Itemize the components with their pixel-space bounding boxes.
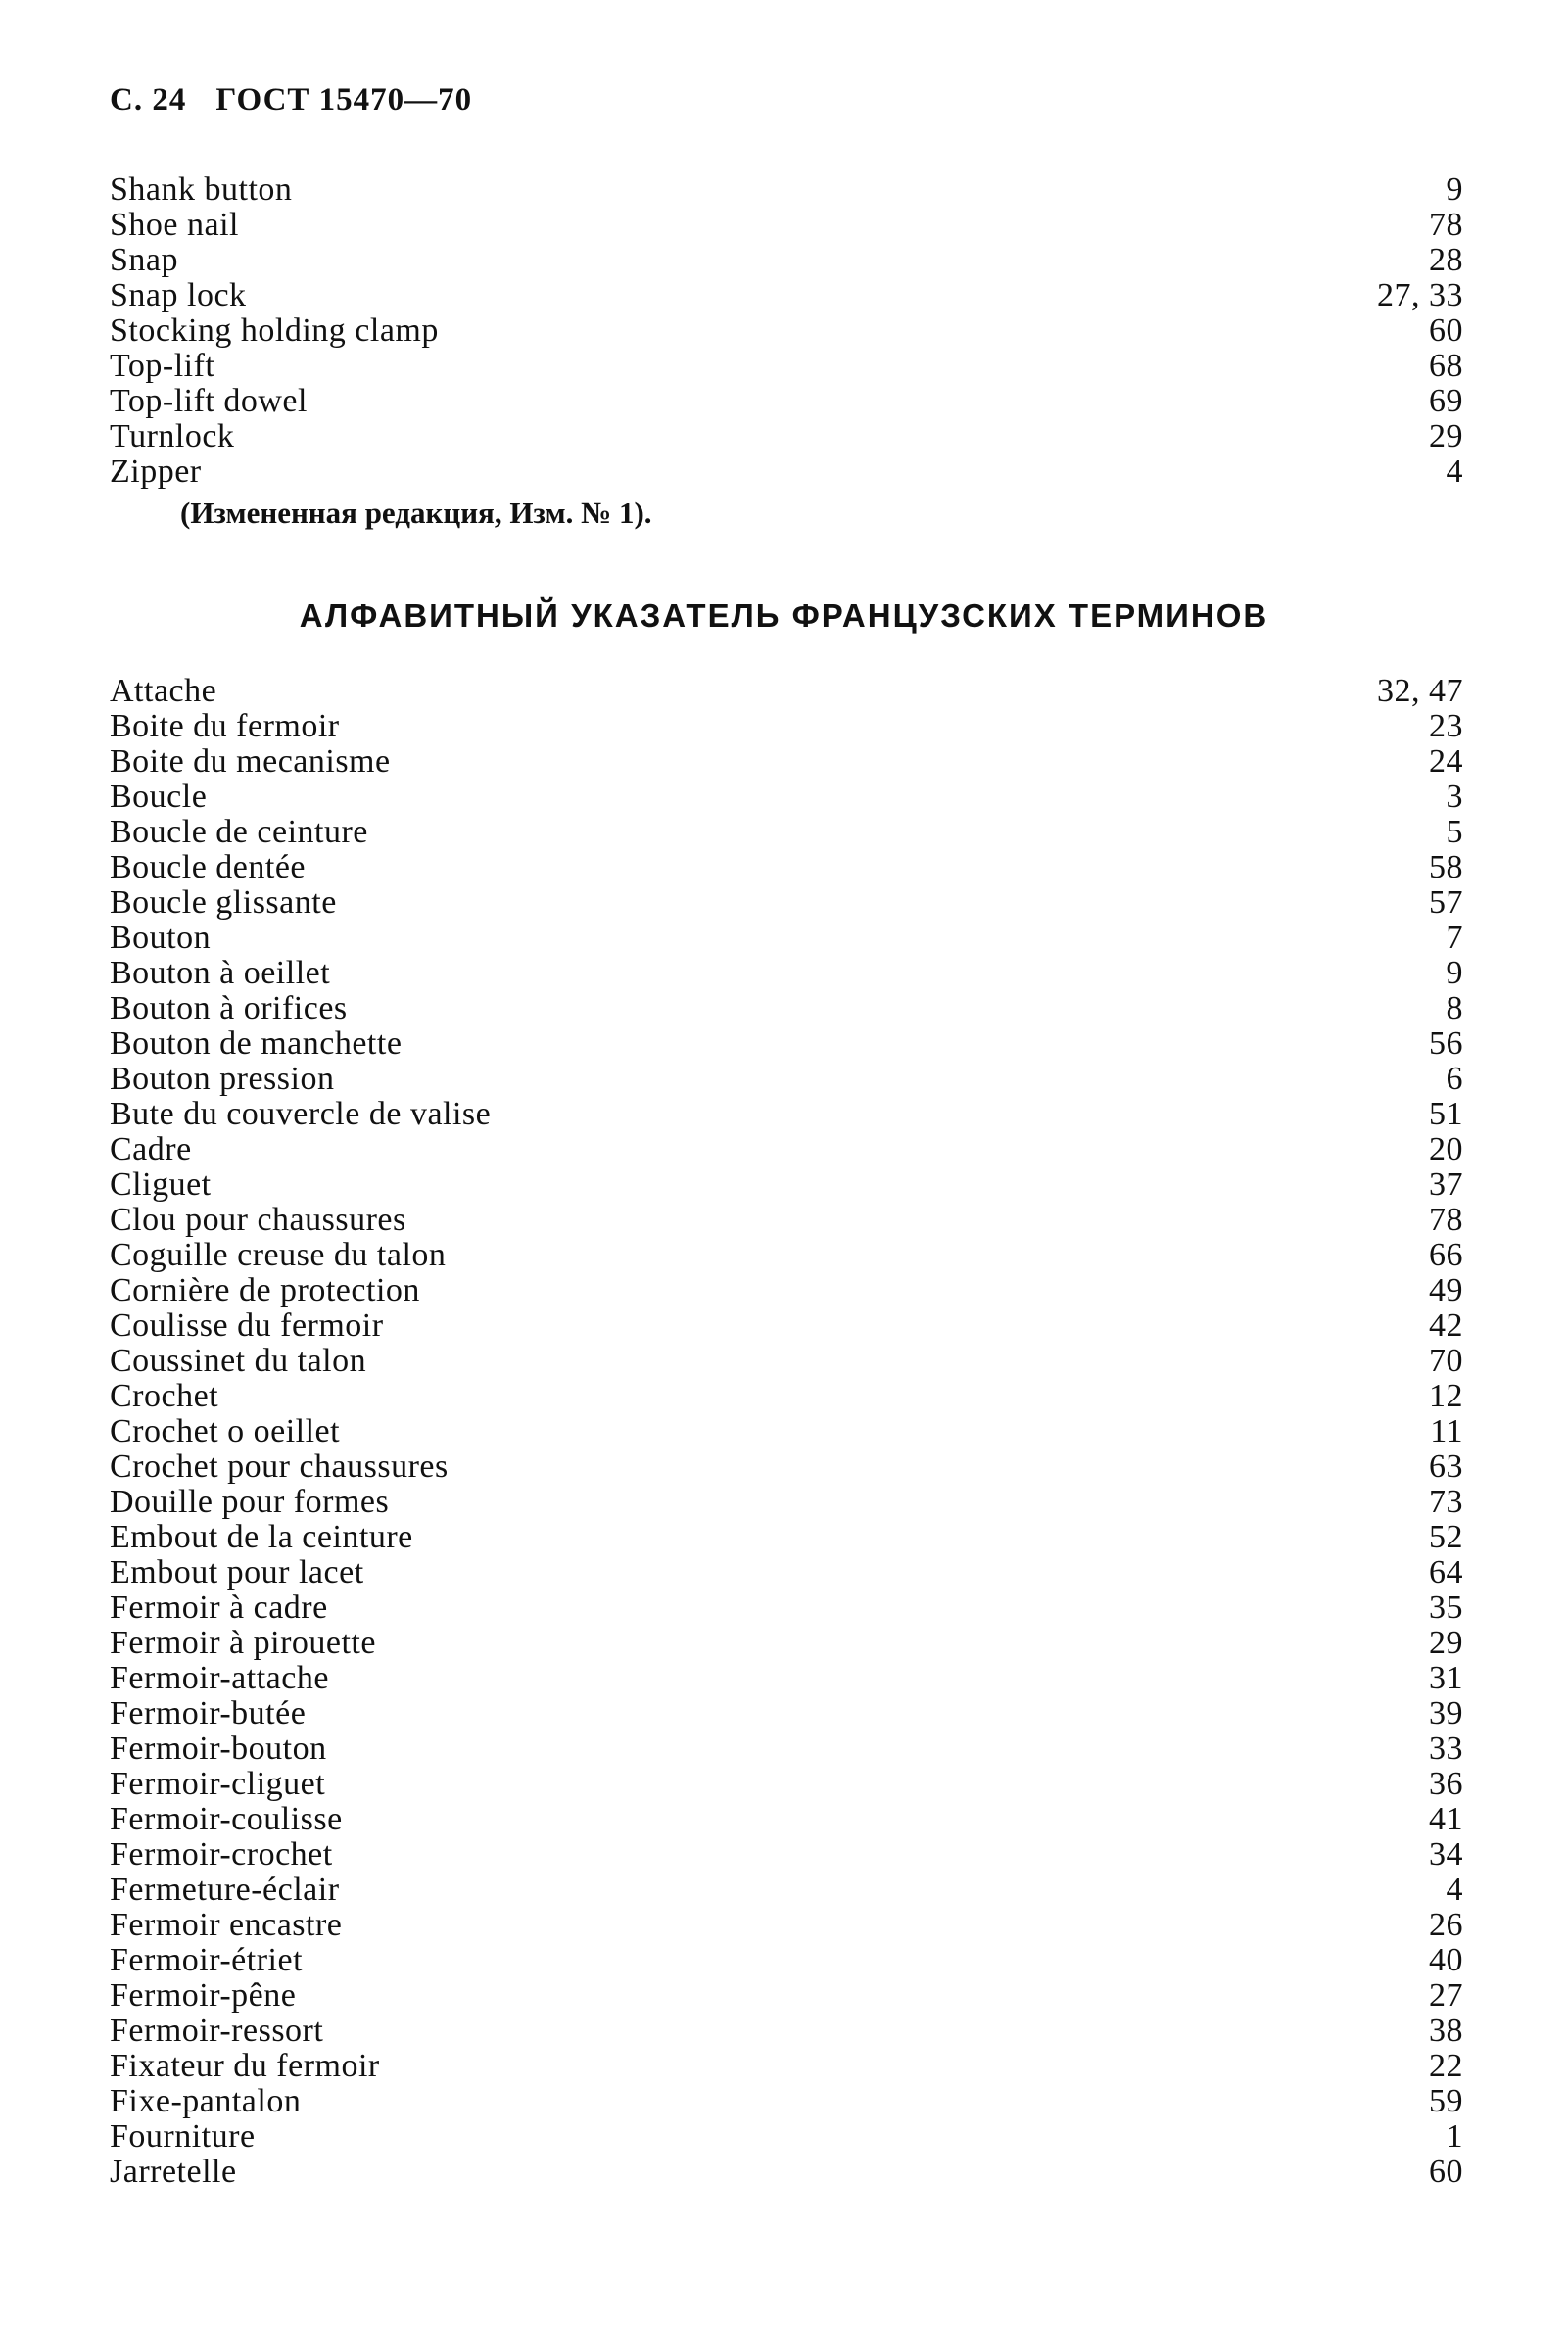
index-entry xyxy=(110,850,1463,885)
index-entry xyxy=(110,921,1463,956)
index-entry xyxy=(110,956,1463,991)
index-term: Fixateur du fermoir xyxy=(110,2048,380,2084)
index-page-numbers: 5 xyxy=(1446,814,1463,850)
index-term: Fermoir-attache xyxy=(110,1660,329,1696)
index-page-numbers: 1 xyxy=(1446,2118,1463,2155)
index-page-numbers: 4 xyxy=(1446,1872,1463,1908)
index-term: Clou pour chaussures xyxy=(110,1202,406,1238)
index-page-numbers: 9 xyxy=(1446,171,1463,208)
index-term: Coguille creuse du talon xyxy=(110,1237,447,1273)
index-term: Fermoir-crochet xyxy=(110,1836,333,1873)
index-term: Crochet pour chaussures xyxy=(110,1448,449,1485)
index-entry xyxy=(110,991,1463,1026)
index-term: Crochet o oeillet xyxy=(110,1413,341,1449)
index-entry xyxy=(110,2084,1463,2119)
index-entry xyxy=(110,1873,1463,1908)
index-page-numbers: 56 xyxy=(1429,1025,1463,1062)
page-header xyxy=(110,82,472,119)
index-term: Zipper xyxy=(110,453,202,490)
index-term: Attache xyxy=(110,673,217,709)
index-entry xyxy=(110,744,1463,780)
index-entry xyxy=(110,1485,1463,1520)
index-term: Boucle glissante xyxy=(110,884,337,921)
index-page-numbers: 52 xyxy=(1429,1519,1463,1555)
index-term: Fermoir à cadre xyxy=(110,1590,328,1626)
index-entry xyxy=(110,1837,1463,1873)
index-page-numbers: 27 xyxy=(1429,1977,1463,2014)
page-number: С. 24 xyxy=(110,82,187,118)
index-entry xyxy=(110,2155,1463,2190)
index-term: Fermoir encastre xyxy=(110,1907,343,1943)
index-term: Fermoir-bouton xyxy=(110,1731,327,1767)
index-page-numbers: 39 xyxy=(1429,1695,1463,1732)
index-entry xyxy=(110,885,1463,921)
index-entry xyxy=(110,1626,1463,1661)
index-term: Fermoir-butée xyxy=(110,1695,307,1732)
index-page-numbers: 33 xyxy=(1429,1731,1463,1767)
index-page-numbers: 7 xyxy=(1446,920,1463,956)
index-page-numbers: 40 xyxy=(1429,1942,1463,1978)
index-page-numbers: 64 xyxy=(1429,1554,1463,1590)
index-page-numbers: 38 xyxy=(1429,2013,1463,2049)
index-page-numbers: 32, 47 xyxy=(1377,673,1463,709)
index-page-numbers: 35 xyxy=(1429,1590,1463,1626)
index-entry xyxy=(110,1062,1463,1097)
index-entry xyxy=(110,243,1463,278)
index-term: Snap xyxy=(110,242,178,278)
index-page-numbers: 78 xyxy=(1429,1202,1463,1238)
index-page-numbers: 41 xyxy=(1429,1801,1463,1837)
index-page-numbers: 8 xyxy=(1446,990,1463,1026)
index-entry xyxy=(110,1203,1463,1238)
index-page-numbers: 27, 33 xyxy=(1377,277,1463,313)
index-page-numbers: 12 xyxy=(1429,1378,1463,1414)
index-entry xyxy=(110,1978,1463,2014)
index-entry xyxy=(110,419,1463,454)
index-entry xyxy=(110,349,1463,384)
index-entry xyxy=(110,1273,1463,1308)
index-term: Fourniture xyxy=(110,2118,256,2155)
index-entry xyxy=(110,313,1463,349)
index-page-numbers: 51 xyxy=(1429,1096,1463,1132)
index-entry xyxy=(110,1167,1463,1203)
index-term: Fermoir à pirouette xyxy=(110,1625,376,1661)
index-entry xyxy=(110,278,1463,313)
index-term: Fermeture-éclair xyxy=(110,1872,340,1908)
index-term: Cadre xyxy=(110,1131,192,1167)
section-title: АЛФАВИТНЫЙ УКАЗАТЕЛЬ ФРАНЦУЗСКИХ ТЕРМИНОВ xyxy=(299,597,1269,634)
index-entry xyxy=(110,1379,1463,1414)
index-page-numbers: 68 xyxy=(1429,348,1463,384)
index-term: Bouton xyxy=(110,920,212,956)
index-term: Shank button xyxy=(110,171,293,208)
index-entry xyxy=(110,709,1463,744)
index-term: Turnlock xyxy=(110,418,235,454)
index-entry xyxy=(110,1767,1463,1802)
index-page-numbers: 9 xyxy=(1446,955,1463,991)
index-entry xyxy=(110,2049,1463,2084)
index-page-numbers: 58 xyxy=(1429,849,1463,885)
index-page-numbers: 28 xyxy=(1429,242,1463,278)
index-term: Bouton à orifices xyxy=(110,990,348,1026)
index-term: Boucle xyxy=(110,779,208,815)
index-entry xyxy=(110,1908,1463,1943)
index-page-numbers: 59 xyxy=(1429,2083,1463,2119)
index-page-numbers: 23 xyxy=(1429,708,1463,744)
revision-note: (Измененная редакция, Изм. № 1). xyxy=(180,496,652,530)
index-page-numbers: 66 xyxy=(1429,1237,1463,1273)
index-page-numbers: 20 xyxy=(1429,1131,1463,1167)
index-page-numbers: 29 xyxy=(1429,1625,1463,1661)
index-page-numbers: 34 xyxy=(1429,1836,1463,1873)
index-term: Boite du mecanisme xyxy=(110,743,391,780)
index-term: Embout de la ceinture xyxy=(110,1519,413,1555)
index-term: Fermoir-coulisse xyxy=(110,1801,343,1837)
index-entry xyxy=(110,674,1463,709)
index-entry xyxy=(110,1802,1463,1837)
index-page-numbers: 6 xyxy=(1446,1061,1463,1097)
index-term: Top-lift dowel xyxy=(110,383,308,419)
index-page-numbers: 26 xyxy=(1429,1907,1463,1943)
index-page-numbers: 36 xyxy=(1429,1766,1463,1802)
index-term: Bouton de manchette xyxy=(110,1025,403,1062)
index-term: Bouton pression xyxy=(110,1061,335,1097)
index-entry xyxy=(110,172,1463,208)
index-entry xyxy=(110,1449,1463,1485)
index-page-numbers: 24 xyxy=(1429,743,1463,780)
index-page-numbers: 42 xyxy=(1429,1307,1463,1344)
index-entry xyxy=(110,1238,1463,1273)
document-code: ГОСТ 15470—70 xyxy=(215,82,473,118)
index-term: Crochet xyxy=(110,1378,219,1414)
index-page-numbers: 70 xyxy=(1429,1343,1463,1379)
index-term: Fermoir-pêne xyxy=(110,1977,297,2014)
index-entry xyxy=(110,1661,1463,1696)
index-term: Fermoir-étriet xyxy=(110,1942,304,1978)
index-entry xyxy=(110,2119,1463,2155)
index-entry xyxy=(110,1308,1463,1344)
index-term: Boucle dentée xyxy=(110,849,307,885)
index-term: Bute du couvercle de valise xyxy=(110,1096,492,1132)
index-term: Cornière de protection xyxy=(110,1272,420,1308)
index-term: Bouton à oeillet xyxy=(110,955,331,991)
index-entry xyxy=(110,454,1463,490)
index-page-numbers: 49 xyxy=(1429,1272,1463,1308)
index-entry xyxy=(110,1414,1463,1449)
index-entry xyxy=(110,1132,1463,1167)
index-page-numbers: 78 xyxy=(1429,207,1463,243)
index-term: Cliguet xyxy=(110,1166,212,1203)
index-term: Fermoir-cliguet xyxy=(110,1766,326,1802)
index-entry xyxy=(110,1026,1463,1062)
index-entry xyxy=(110,2014,1463,2049)
index-entry xyxy=(110,1943,1463,1978)
index-page-numbers: 22 xyxy=(1429,2048,1463,2084)
index-term: Snap lock xyxy=(110,277,247,313)
index-page-numbers: 31 xyxy=(1429,1660,1463,1696)
index-entry xyxy=(110,1555,1463,1590)
index-page-numbers: 11 xyxy=(1430,1413,1463,1449)
index-term: Douille pour formes xyxy=(110,1484,390,1520)
index-page-numbers: 60 xyxy=(1429,2154,1463,2190)
index-page-numbers: 29 xyxy=(1429,418,1463,454)
index-term: Shoe nail xyxy=(110,207,239,243)
index-term: Fixe-pantalon xyxy=(110,2083,302,2119)
index-term: Coussinet du talon xyxy=(110,1343,367,1379)
index-term: Jarretelle xyxy=(110,2154,237,2190)
index-term: Boucle de ceinture xyxy=(110,814,368,850)
index-term: Boite du fermoir xyxy=(110,708,340,744)
index-term: Top-lift xyxy=(110,348,215,384)
index-entry xyxy=(110,1344,1463,1379)
index-entry xyxy=(110,1520,1463,1555)
index-page-numbers: 69 xyxy=(1429,383,1463,419)
index-entry xyxy=(110,1097,1463,1132)
index-page-numbers: 57 xyxy=(1429,884,1463,921)
english-index-list xyxy=(110,172,1463,490)
index-term: Coulisse du fermoir xyxy=(110,1307,384,1344)
index-entry xyxy=(110,1590,1463,1626)
index-entry xyxy=(110,780,1463,815)
index-entry xyxy=(110,384,1463,419)
index-page-numbers: 60 xyxy=(1429,312,1463,349)
index-entry xyxy=(110,208,1463,243)
index-entry xyxy=(110,1696,1463,1732)
index-page-numbers: 73 xyxy=(1429,1484,1463,1520)
index-page-numbers: 3 xyxy=(1446,779,1463,815)
index-term: Stocking holding clamp xyxy=(110,312,439,349)
index-page-numbers: 37 xyxy=(1429,1166,1463,1203)
index-page-numbers: 63 xyxy=(1429,1448,1463,1485)
french-index-list xyxy=(110,674,1463,2190)
index-term: Embout pour lacet xyxy=(110,1554,364,1590)
index-term: Fermoir-ressort xyxy=(110,2013,324,2049)
index-page-numbers: 4 xyxy=(1446,453,1463,490)
index-entry xyxy=(110,1732,1463,1767)
index-entry xyxy=(110,815,1463,850)
